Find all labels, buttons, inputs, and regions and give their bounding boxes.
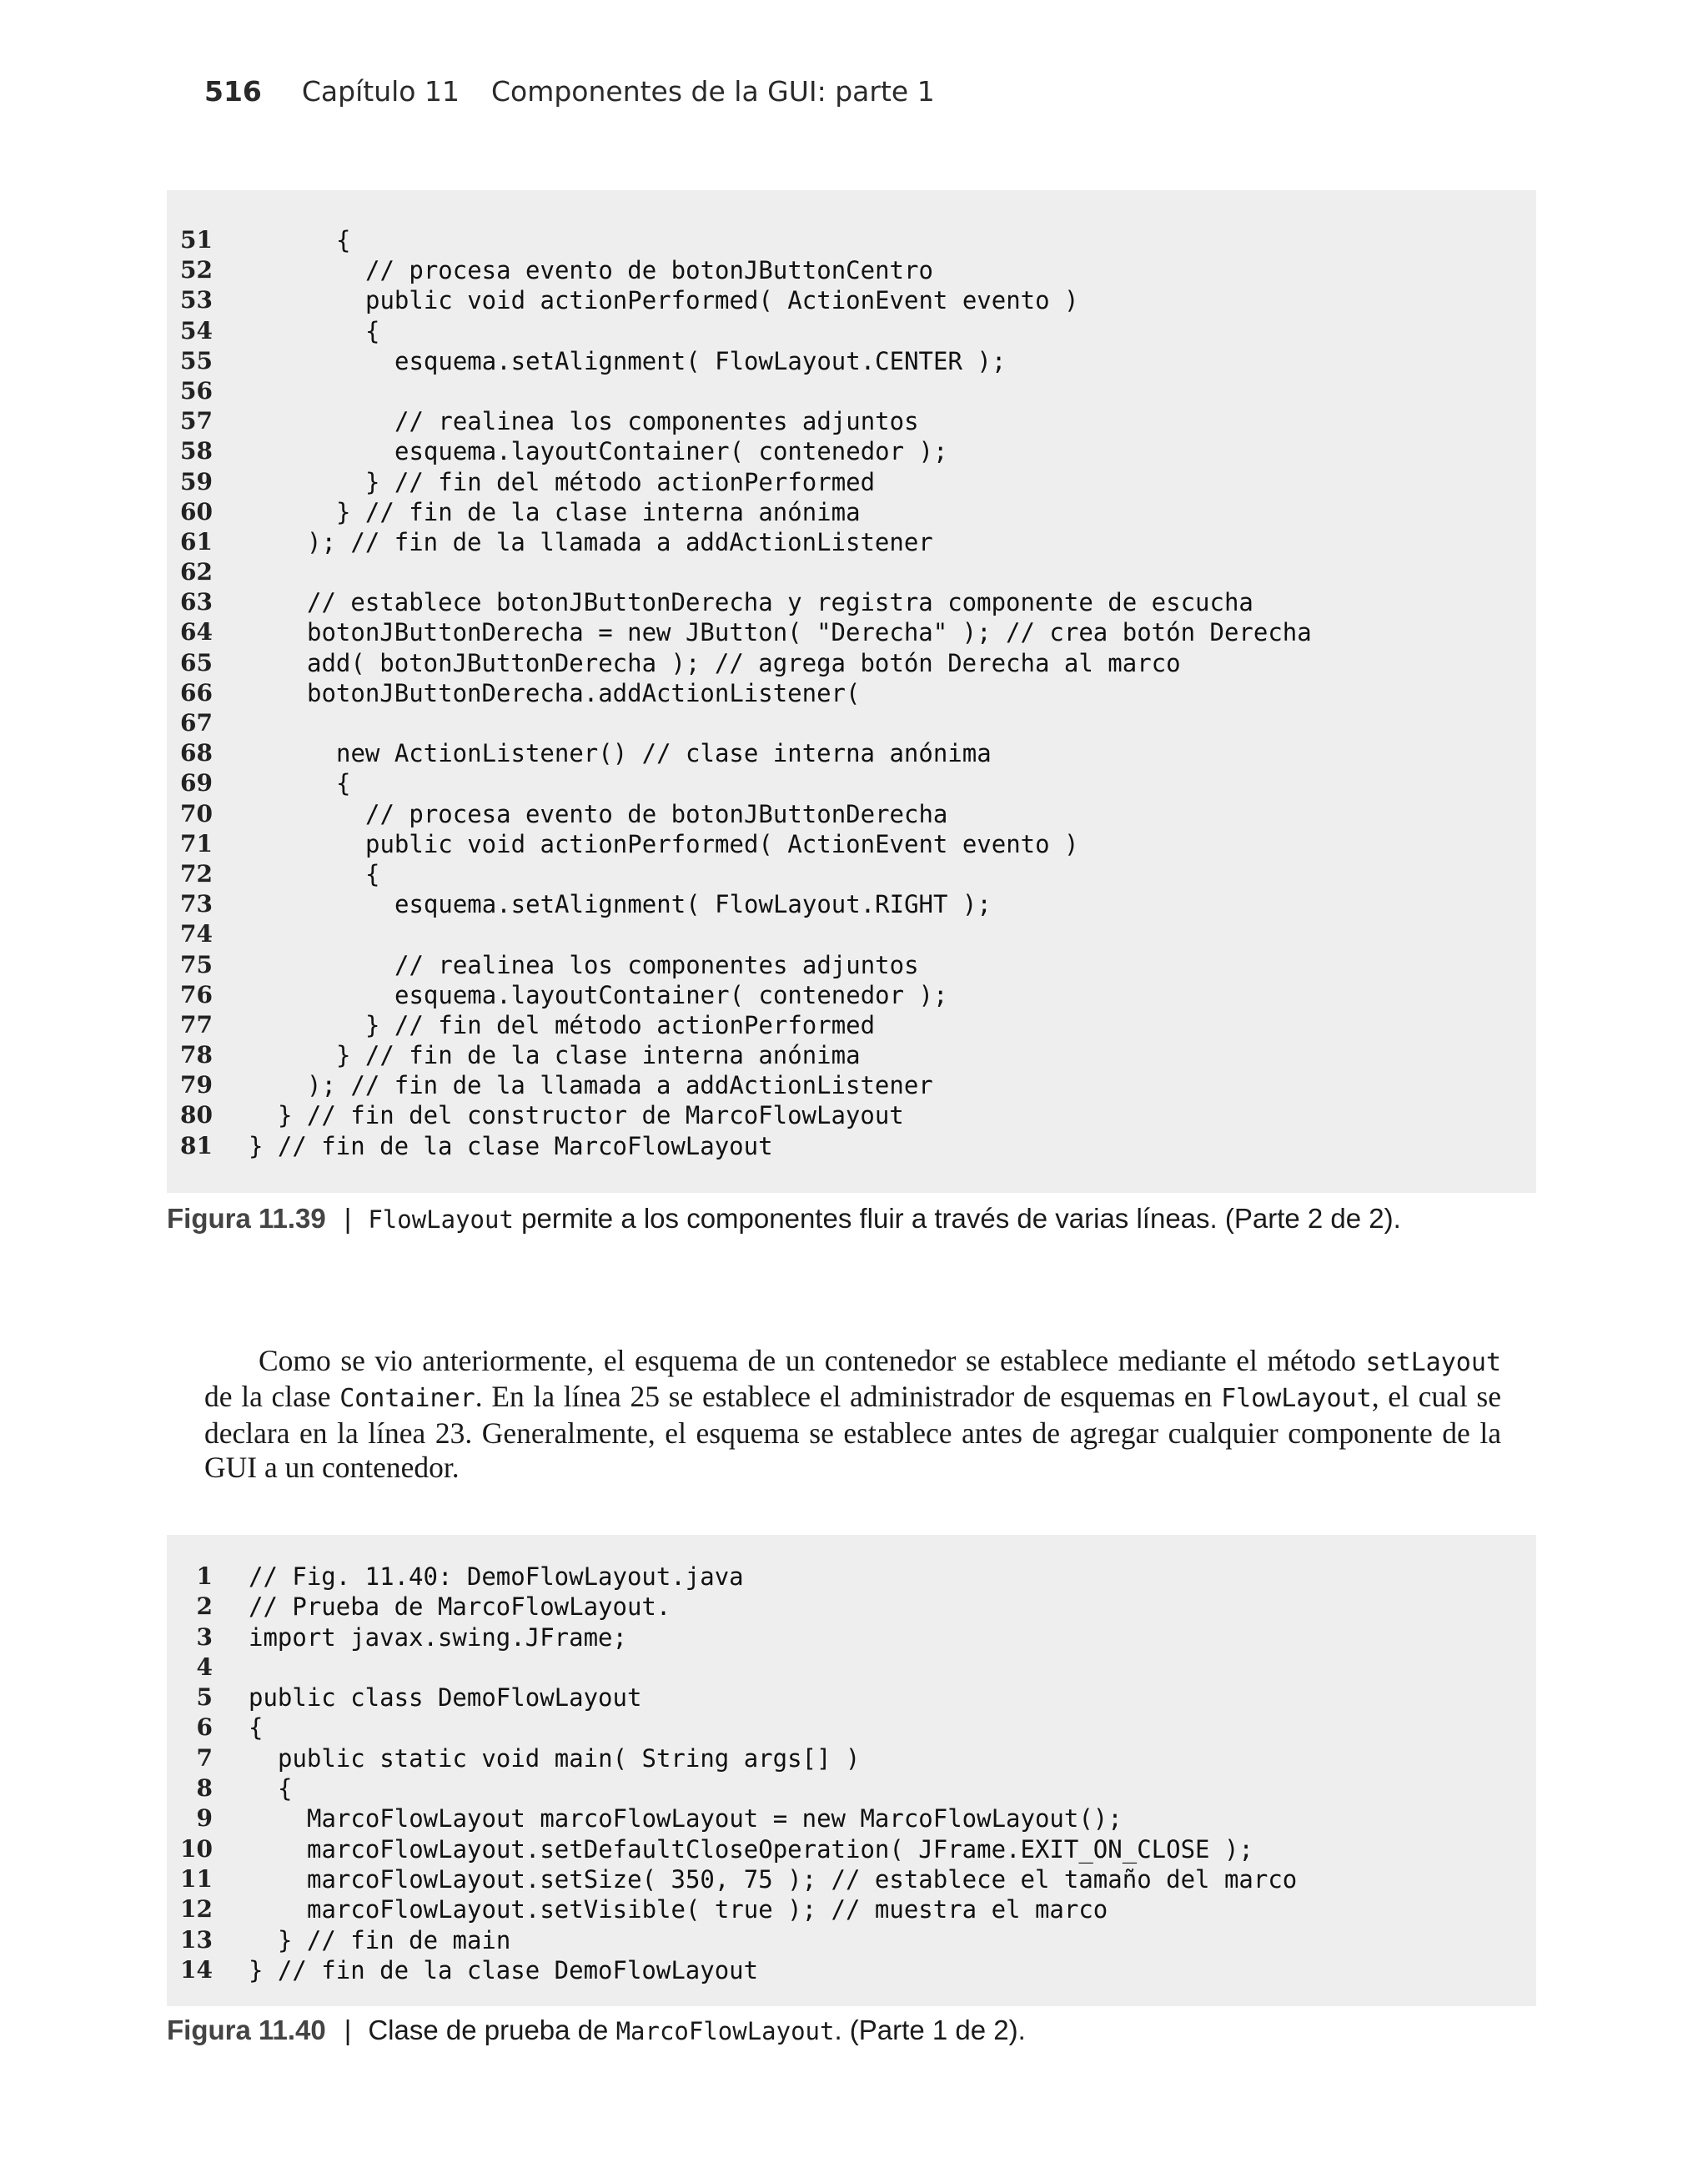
- code-line: [167, 406, 1536, 436]
- figure-label: Figura 11.39: [167, 1203, 326, 1234]
- code-line: [167, 1773, 1536, 1803]
- line-number: 68: [180, 739, 213, 767]
- code-line: [167, 768, 1536, 798]
- code-line: [167, 1925, 1536, 1955]
- caption-separator: |: [344, 1203, 352, 1234]
- line-number: 7: [196, 1743, 213, 1772]
- code-listing-figure-11-40: [167, 1535, 1536, 2006]
- code-line: [167, 1864, 1536, 1894]
- line-number: 74: [180, 920, 213, 948]
- code-line: [167, 889, 1536, 919]
- figure-11-40-caption: [167, 2015, 1026, 2046]
- paragraph-text: . En la línea 25 se establece el administrador de esquemas en: [475, 1380, 1222, 1413]
- line-number: 79: [180, 1071, 213, 1099]
- line-number: 60: [180, 497, 213, 526]
- page-header: [204, 75, 935, 125]
- code-text: import javax.swing.JFrame;: [249, 1622, 627, 1652]
- code-line: [167, 617, 1536, 647]
- line-number: 11: [180, 1864, 213, 1893]
- code-line: [167, 799, 1536, 829]
- caption-code-term: FlowLayout: [368, 1205, 514, 1234]
- line-number: 75: [180, 950, 213, 978]
- code-text: MarcoFlowLayout marcoFlowLayout = new MarcoFlowLayout();: [307, 1804, 1123, 1833]
- line-number: 57: [180, 407, 213, 435]
- line-number: 81: [180, 1131, 213, 1159]
- code-text: } // fin del método actionPerformed: [365, 1010, 876, 1039]
- code-line: [167, 1100, 1536, 1130]
- code-line: [167, 587, 1536, 617]
- code-line: [167, 648, 1536, 678]
- code-text: // procesa evento de botonJButtonCentro: [365, 256, 933, 285]
- code-text: {: [278, 1774, 293, 1803]
- line-number: 80: [180, 1101, 213, 1129]
- page-number: 516: [204, 75, 262, 108]
- code-line: [167, 1592, 1536, 1622]
- line-number: 69: [180, 769, 213, 797]
- code-line: [167, 467, 1536, 497]
- code-text: add( botonJButtonDerecha ); // agrega botón Derecha al marco: [307, 648, 1181, 677]
- code-text: {: [336, 226, 351, 254]
- line-number: 56: [180, 376, 213, 405]
- code-listing-figure-11-39: [167, 190, 1536, 1193]
- line-number: 64: [180, 618, 213, 646]
- code-line: [167, 255, 1536, 285]
- code-text: botonJButtonDerecha.addActionListener(: [307, 678, 861, 707]
- code-text: // establece botonJButtonDerecha y registra componente de escucha: [307, 588, 1253, 617]
- code-line: [167, 285, 1536, 315]
- chapter-title: Componentes de la GUI: parte 1: [490, 75, 935, 108]
- caption-code-term: MarcoFlowLayout: [615, 2017, 835, 2045]
- caption-text: Clase de prueba de: [368, 2015, 616, 2045]
- line-number: 58: [180, 437, 213, 465]
- code-text: esquema.layoutContainer( contenedor );: [394, 980, 948, 1009]
- code-text: {: [365, 316, 380, 345]
- code-text: } // fin de la clase interna anónima: [336, 497, 861, 526]
- code-line: [167, 497, 1536, 527]
- code-text: {: [336, 769, 351, 798]
- code-text: } // fin del método actionPerformed: [365, 467, 876, 496]
- line-number: 70: [180, 799, 213, 827]
- code-text: public class DemoFlowLayout: [249, 1683, 642, 1713]
- caption-separator: |: [344, 2015, 352, 2045]
- code-line: [167, 678, 1536, 708]
- code-text: public void actionPerformed( ActionEvent evento ): [365, 286, 1079, 315]
- code-line: [167, 1070, 1536, 1100]
- code-line: [167, 708, 1536, 738]
- code-text: esquema.setAlignment( FlowLayout.RIGHT );: [394, 890, 992, 919]
- inline-code: Container: [339, 1384, 475, 1413]
- line-number: 62: [180, 558, 213, 586]
- line-number: 12: [180, 1895, 213, 1924]
- line-number: 65: [180, 648, 213, 677]
- code-text: ); // fin de la llamada a addActionListener: [307, 1071, 933, 1100]
- code-text: {: [365, 859, 380, 888]
- code-text: // realinea los componentes adjuntos: [394, 950, 919, 979]
- line-number: 72: [180, 859, 213, 888]
- code-line: [167, 980, 1536, 1010]
- line-number: 77: [180, 1010, 213, 1039]
- chapter-label: Capítulo 11: [301, 75, 460, 108]
- code-text: // Fig. 11.40: DemoFlowLayout.java: [249, 1562, 744, 1591]
- code-text: {: [249, 1713, 264, 1743]
- code-line: [167, 919, 1536, 949]
- code-text: botonJButtonDerecha = new JButton( "Derecha" ); // crea botón Derecha: [307, 618, 1312, 647]
- caption-text: . (Parte 1 de 2).: [834, 2015, 1026, 2045]
- code-text: } // fin de la clase MarcoFlowLayout: [249, 1131, 773, 1160]
- line-number: 2: [196, 1592, 213, 1621]
- code-text: marcoFlowLayout.setDefaultCloseOperation( JFrame.EXIT_ON_CLOSE );: [307, 1834, 1253, 1864]
- paragraph-text: Como se vio anteriormente, el esquema de un contenedor se establece mediante el método: [259, 1343, 1366, 1377]
- code-line: [167, 829, 1536, 859]
- code-line: [167, 1562, 1536, 1592]
- code-line: [167, 950, 1536, 980]
- code-text: new ActionListener() // clase interna anónima: [336, 739, 992, 768]
- code-line: [167, 1040, 1536, 1070]
- code-line: [167, 376, 1536, 406]
- code-text: esquema.layoutContainer( contenedor );: [394, 437, 948, 466]
- code-text: // Prueba de MarcoFlowLayout.: [249, 1592, 671, 1622]
- line-number: 3: [196, 1622, 213, 1651]
- code-line: [167, 1834, 1536, 1864]
- code-line: [167, 346, 1536, 376]
- line-number: 55: [180, 346, 213, 375]
- code-text: ); // fin de la llamada a addActionListener: [307, 527, 933, 556]
- line-number: 1: [196, 1562, 213, 1590]
- code-text: public void actionPerformed( ActionEvent evento ): [365, 829, 1079, 858]
- figure-11-39-caption: [167, 1203, 1401, 1235]
- code-text: esquema.setAlignment( FlowLayout.CENTER );: [394, 346, 1007, 375]
- line-number: 10: [180, 1834, 213, 1863]
- line-number: 13: [180, 1925, 213, 1954]
- code-text: } // fin del constructor de MarcoFlowLayout: [278, 1101, 904, 1130]
- code-text: } // fin de main: [278, 1925, 511, 1954]
- inline-code: FlowLayout: [1221, 1384, 1372, 1413]
- line-number: 67: [180, 709, 213, 737]
- code-line: [167, 557, 1536, 587]
- line-number: 14: [180, 1955, 213, 1984]
- code-line: [167, 1131, 1536, 1161]
- line-number: 5: [196, 1683, 213, 1712]
- code-text: } // fin de la clase DemoFlowLayout: [249, 1955, 759, 1984]
- line-number: 73: [180, 890, 213, 918]
- code-text: public static void main( String args[] ): [278, 1743, 861, 1773]
- code-text: // realinea los componentes adjuntos: [394, 407, 919, 436]
- line-number: 59: [180, 467, 213, 495]
- code-line: [167, 1010, 1536, 1040]
- code-text: } // fin de la clase interna anónima: [336, 1041, 861, 1070]
- code-line: [167, 436, 1536, 466]
- code-line: [167, 1622, 1536, 1652]
- line-number: 52: [180, 256, 213, 284]
- code-line: [167, 527, 1536, 557]
- line-number: 76: [180, 980, 213, 1009]
- figure-label: Figura 11.40: [167, 2015, 326, 2045]
- body-paragraph: [204, 1344, 1501, 1486]
- line-number: 8: [196, 1774, 213, 1803]
- line-number: 61: [180, 527, 213, 556]
- paragraph-text: , el cual se declara en la línea 23. Generalmente, el esquema se establece antes de agregar cualquier componente de la GUI a un contenedor.: [204, 1380, 1501, 1484]
- code-line: [167, 316, 1536, 346]
- line-number: 54: [180, 316, 213, 345]
- line-number: 78: [180, 1041, 213, 1069]
- line-number: 4: [196, 1652, 213, 1681]
- code-text: marcoFlowLayout.setVisible( true ); // muestra el marco: [307, 1895, 1108, 1924]
- line-number: 63: [180, 588, 213, 616]
- line-number: 71: [180, 829, 213, 858]
- code-line: [167, 1803, 1536, 1833]
- line-number: 51: [180, 226, 213, 254]
- code-line: [167, 859, 1536, 889]
- line-number: 53: [180, 286, 213, 314]
- line-number: 9: [196, 1804, 213, 1833]
- paragraph-text: de la clase: [204, 1380, 340, 1413]
- inline-code: setLayout: [1365, 1347, 1501, 1377]
- code-text: marcoFlowLayout.setSize( 350, 75 ); // establece el tamaño del marco: [307, 1864, 1298, 1894]
- code-line: [167, 1713, 1536, 1743]
- code-line: [167, 1743, 1536, 1773]
- code-line: [167, 1652, 1536, 1683]
- code-line: [167, 1683, 1536, 1713]
- code-line: [167, 738, 1536, 768]
- code-text: // procesa evento de botonJButtonDerecha: [365, 799, 948, 828]
- line-number: 66: [180, 678, 213, 707]
- line-number: 6: [196, 1713, 213, 1742]
- code-line: [167, 1955, 1536, 1985]
- code-line: [167, 1894, 1536, 1924]
- caption-text: permite a los componentes fluir a través de varias líneas. (Parte 2 de 2).: [513, 1203, 1401, 1234]
- code-line: [167, 225, 1536, 255]
